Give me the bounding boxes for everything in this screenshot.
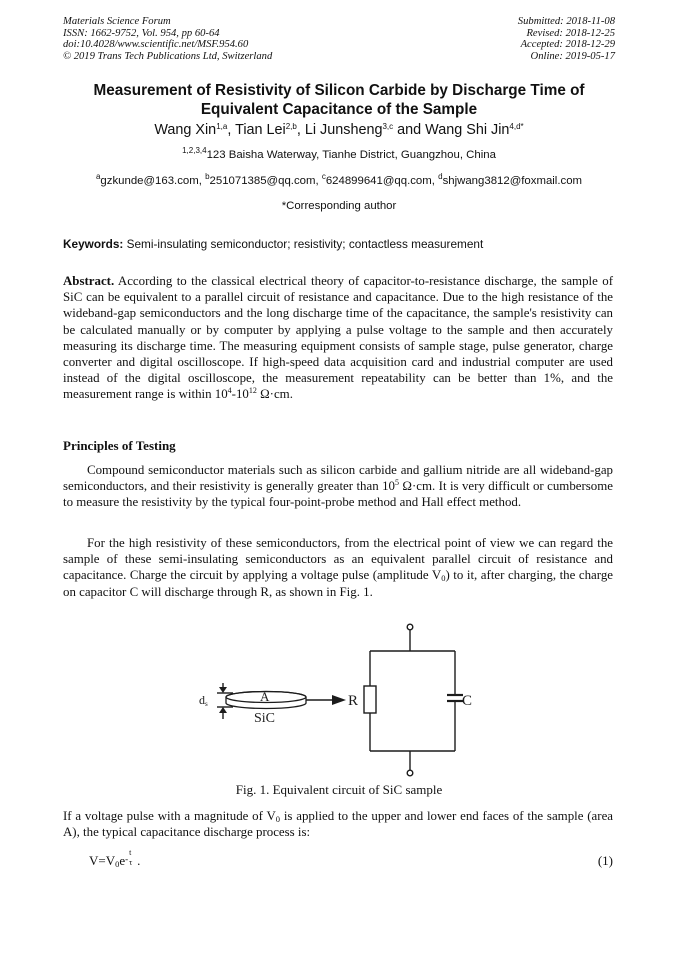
author-separator: ,: [227, 122, 236, 138]
equation-1: [89, 848, 141, 869]
equivalent-circuit-figure: [0, 615, 678, 785]
email-separator: ,: [198, 175, 206, 187]
author-superscript: 3,c: [382, 122, 394, 131]
equation-exponent: [125, 848, 137, 869]
resistor-symbol-icon: [364, 686, 376, 713]
email-superscript: b: [205, 172, 210, 181]
journal-info: [63, 16, 272, 62]
keywords-text: Semi-insulating semiconductor; resistivity; contactless measurement: [123, 237, 484, 251]
paper-title: [0, 82, 678, 119]
journal-copyright: © 2019 Trans Tech Publications Ltd, Switzerland: [63, 50, 273, 62]
para3-subscript: 0: [275, 814, 281, 824]
author-separator: ,: [296, 122, 305, 138]
abstract-range-unit: Ω·cm.: [256, 387, 293, 402]
author-name: Tian Lei: [235, 122, 286, 138]
journal-name: Materials Science Forum: [63, 16, 171, 27]
para3-text-cont: is applied to the upper and lower end faces of the sample (area A), the typical capacitance discharge process is:: [63, 809, 614, 840]
email-superscript: a: [95, 172, 101, 181]
label-sic: SiC: [254, 711, 276, 726]
label-thickness: ds: [199, 693, 208, 708]
abstract-range-exp-high: 12: [248, 386, 257, 396]
email-link[interactable]: 251071385@qq.com: [209, 175, 316, 187]
para3-text: If a voltage pulse with a magnitude of V: [63, 809, 276, 823]
abstract-label: Abstract.: [63, 274, 115, 288]
email-link[interactable]: gzkunde@163.com: [100, 175, 199, 187]
keywords: [63, 236, 613, 252]
author-separator: and: [393, 122, 426, 138]
para1-exponent: 5: [394, 478, 399, 488]
equation-number: (1): [597, 853, 613, 868]
label-resistor: R: [348, 693, 359, 709]
equation-lhs: V=V: [89, 853, 116, 868]
journal-issn: ISSN: 1662-9752, Vol. 954, pp 60-64: [63, 27, 220, 39]
para2-subscript: 0: [441, 573, 446, 584]
email-separator: ,: [431, 175, 439, 187]
para1-text: Compound semiconductor materials such as silicon carbide and gallium nitride are all wideband-gap semiconductors, and their resistivity is generally greater than 10: [63, 463, 613, 494]
equation-tail: .: [137, 853, 141, 868]
author-list: [0, 121, 678, 139]
date-info: [518, 16, 615, 62]
body-paragraph-3: [63, 808, 613, 840]
bottom-terminal-icon: [407, 770, 413, 776]
body-paragraph-1: [63, 462, 613, 511]
email-superscript: d: [438, 172, 443, 181]
journal-doi: doi:10.4028/www.scientific.net/MSF.954.60: [63, 39, 249, 51]
label-area: A: [260, 689, 270, 704]
top-terminal-icon: [407, 624, 413, 630]
abstract: [63, 273, 613, 403]
abstract-text: According to the classical electrical theory of capacitor-to-resistance discharge, the sample of SiC can be equivalent to a parallel circuit of resistance and capacitance. Due to the high resistance of the wideband-gap semiconductors and the long discharge time of the capacitance, the sample's resistivity can be calculated manually or by computer by applying a pulse voltage to the sample and then accurately measuring its discharge time. The measuring equipment consists of sample stage, pulse generator, charge converter and digital oscilloscope. If high-speed data acquisition card and industrial computer are used instead of the digital oscilloscope, the measurement repeatability can be better than 1%, and the measurement range is within: [63, 274, 613, 402]
author-superscript: 2,b: [285, 122, 297, 131]
keywords-label: Keywords:: [63, 237, 124, 251]
para1-text-cont: Ω·cm. It is very difficult or cumbersome to measure the resistivity by the typical four-point-probe method and Hall effect method.: [63, 479, 614, 510]
equation-subscript: 0: [115, 859, 120, 869]
email-link[interactable]: shjwang3812@foxmail.com: [442, 175, 583, 187]
title-line-2: Equivalent Capacitance of the Sample: [200, 100, 478, 118]
date-accepted: Accepted: 2018-12-29: [520, 39, 615, 51]
email-separator: ,: [315, 175, 322, 187]
equation-exp-minus: -: [125, 854, 129, 864]
author-name: Wang Xin: [154, 122, 217, 138]
abstract-range-base: 10: [214, 387, 228, 402]
email-superscript: c: [321, 172, 326, 181]
equation-exp-numerator: t: [129, 848, 132, 857]
figure-caption: Fig. 1. Equivalent circuit of SiC sample: [235, 782, 443, 797]
affiliation-superscript: 1,2,3,4: [182, 146, 207, 155]
para2-text: For the high resistivity of these semiconductors, from the electrical point of view we can regard the sample of these semi-insulating semiconductors as an equivalent parallel circuit of resistance and capacitance. Charge the circuit by applying a voltage pulse (amplitude V: [63, 536, 613, 583]
date-revised: Revised: 2018-12-25: [526, 27, 615, 39]
equation-base: e: [119, 853, 126, 868]
title-line-1: Measurement of Resistivity of Silicon Carbide by Discharge Time of: [93, 82, 585, 99]
label-capacitor: C: [462, 693, 473, 709]
abstract-range-exp-low: 4: [227, 386, 232, 396]
arrow-right-icon: [332, 695, 346, 705]
corresponding-author-note: *Corresponding author: [281, 200, 397, 212]
affiliation-address: 123 Baisha Waterway, Tianhe District, Guangzhou, China: [206, 149, 496, 161]
author-name: Wang Shi Jin: [425, 122, 510, 138]
email-list: [0, 174, 678, 188]
equation-exp-denominator: τ: [129, 858, 133, 867]
author-superscript: 4,d*: [509, 122, 524, 131]
body-paragraph-2: [63, 535, 613, 600]
author-superscript: 1,a: [216, 122, 228, 131]
author-name: Li Junsheng: [304, 122, 383, 138]
abstract-range-sep: -10: [231, 387, 249, 402]
para2-text-cont: ) to it, after charging, the charge on capacitor C will discharge through R, as shown in Fig. 1.: [63, 568, 613, 599]
affiliation: [0, 148, 678, 162]
section-heading: Principles of Testing: [63, 438, 176, 453]
date-submitted: Submitted: 2018-11-08: [517, 16, 615, 27]
email-link[interactable]: 624899641@qq.com: [325, 175, 432, 187]
date-online: Online: 2019-05-17: [530, 50, 615, 62]
